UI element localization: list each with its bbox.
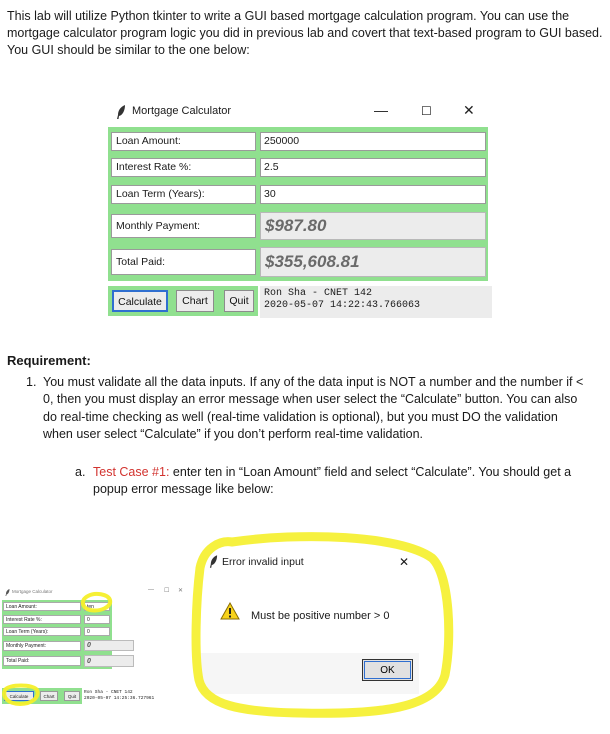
sub-item-text	[93, 464, 575, 499]
maximize-icon[interactable]: ☐	[421, 104, 432, 118]
thumb-term-input[interactable]: 0	[84, 627, 110, 636]
test-case-text: enter ten in “Loan Amount” field and select “Calculate”. You should get a popup error message like below:	[93, 465, 572, 497]
feather-icon	[209, 555, 218, 568]
thumb-maximize-icon[interactable]: ☐	[164, 588, 170, 594]
thumb-row	[2, 600, 112, 613]
loan-amount-row	[108, 127, 488, 155]
dialog-close-icon[interactable]: ✕	[399, 555, 410, 569]
minimize-icon[interactable]: —	[374, 102, 388, 118]
requirement-heading: Requirement:	[7, 353, 91, 368]
timestamp-line: 2020-05-07 14:22:43.766063	[264, 300, 421, 311]
error-message: Must be positive number > 0	[251, 610, 390, 622]
interest-rate-label: Interest Rate %:	[111, 158, 256, 177]
thumb-label: Total Paid:	[3, 656, 81, 666]
loan-term-label: Loan Term (Years):	[111, 185, 256, 204]
thumb-author-line: Ron Sha - CNET 142	[84, 690, 133, 695]
item-text: You must validate all the data inputs. If any of the data input is NOT a number and the number if < 0, then you must display an error message when user select the “Calculate” button. You can also do real-time checking as well (real-time validation is optional), but you must DO the validation when user select “Calculate” if you don’t perform real-time validation.	[43, 375, 584, 441]
thumb-author-info	[84, 690, 184, 702]
thumb-row	[2, 625, 112, 638]
thumb-loan-input[interactable]: ten	[84, 602, 110, 611]
thumb-label: Monthly Payment:	[3, 641, 81, 651]
warning-icon	[220, 602, 240, 620]
thumb-quit-button[interactable]: Quit	[64, 691, 80, 701]
thumb-timestamp-line: 2020-05-07 14:25:36.727961	[84, 696, 155, 701]
button-bar	[108, 286, 258, 316]
feather-icon	[116, 105, 126, 119]
thumb-calculate-button[interactable]: Calculate	[4, 691, 34, 701]
window-title: Mortgage Calculator	[132, 105, 232, 117]
thumb-label: Interest Rate %:	[3, 615, 81, 624]
mortgage-calculator-window	[108, 99, 494, 319]
thumb-row	[2, 653, 112, 669]
thumb-monthly-value: 0	[84, 640, 134, 651]
sub-item-letter: a.	[75, 465, 86, 479]
total-paid-row	[108, 243, 488, 281]
quit-button[interactable]: Quit	[224, 290, 254, 312]
close-icon[interactable]: ✕	[463, 102, 475, 118]
thumb-total-value: 0	[84, 655, 134, 667]
thumb-label: Loan Term (Years):	[3, 627, 81, 636]
thumb-minimize-icon[interactable]: —	[148, 587, 154, 593]
intro-paragraph: This lab will utilize Python tkinter to write a GUI based mortgage calculation program. You can use the mortgage calculator program logic you did in previous lab and covert that text-based program to GUI based. You GUI should be similar to the one below:	[7, 9, 603, 57]
thumb-button-bar	[2, 688, 82, 704]
thumbnail-calculator-window	[2, 586, 188, 710]
total-paid-value: $355,608.81	[260, 247, 486, 277]
monthly-payment-value: $987.80	[260, 212, 486, 240]
requirement-item-1	[26, 374, 591, 443]
dialog-title: Error invalid input	[222, 556, 304, 568]
requirement-sub-item-a	[75, 464, 575, 499]
error-dialog	[201, 549, 419, 694]
thumb-rate-input[interactable]: 0	[84, 615, 110, 624]
test-case-label: Test Case #1:	[93, 465, 170, 479]
thumb-row	[2, 638, 112, 653]
item-number: 1.	[26, 375, 37, 389]
loan-term-input[interactable]: 30	[260, 185, 486, 204]
total-paid-label: Total Paid:	[111, 249, 256, 275]
chart-button[interactable]: Chart	[176, 290, 214, 312]
thumb-chart-button[interactable]: Chart	[40, 691, 58, 701]
ok-button[interactable]: OK	[362, 659, 413, 681]
monthly-payment-label: Monthly Payment:	[111, 214, 256, 238]
loan-term-row	[108, 181, 488, 209]
thumb-title: Mortgage Calculator	[12, 589, 53, 594]
author-info	[260, 286, 492, 318]
window-titlebar	[108, 99, 494, 125]
interest-rate-input[interactable]: 2.5	[260, 158, 486, 177]
monthly-payment-row	[108, 209, 488, 243]
loan-amount-label: Loan Amount:	[111, 132, 256, 151]
thumb-close-icon[interactable]: ✕	[178, 588, 184, 594]
thumb-label: Loan Amount:	[3, 602, 81, 611]
calculate-button[interactable]: Calculate	[112, 290, 168, 312]
interest-rate-row	[108, 155, 488, 181]
feather-icon	[5, 589, 10, 596]
loan-amount-input[interactable]: 250000	[260, 132, 486, 151]
dialog-titlebar	[201, 549, 419, 575]
thumb-row	[2, 613, 112, 625]
author-line: Ron Sha - CNET 142	[264, 288, 373, 299]
